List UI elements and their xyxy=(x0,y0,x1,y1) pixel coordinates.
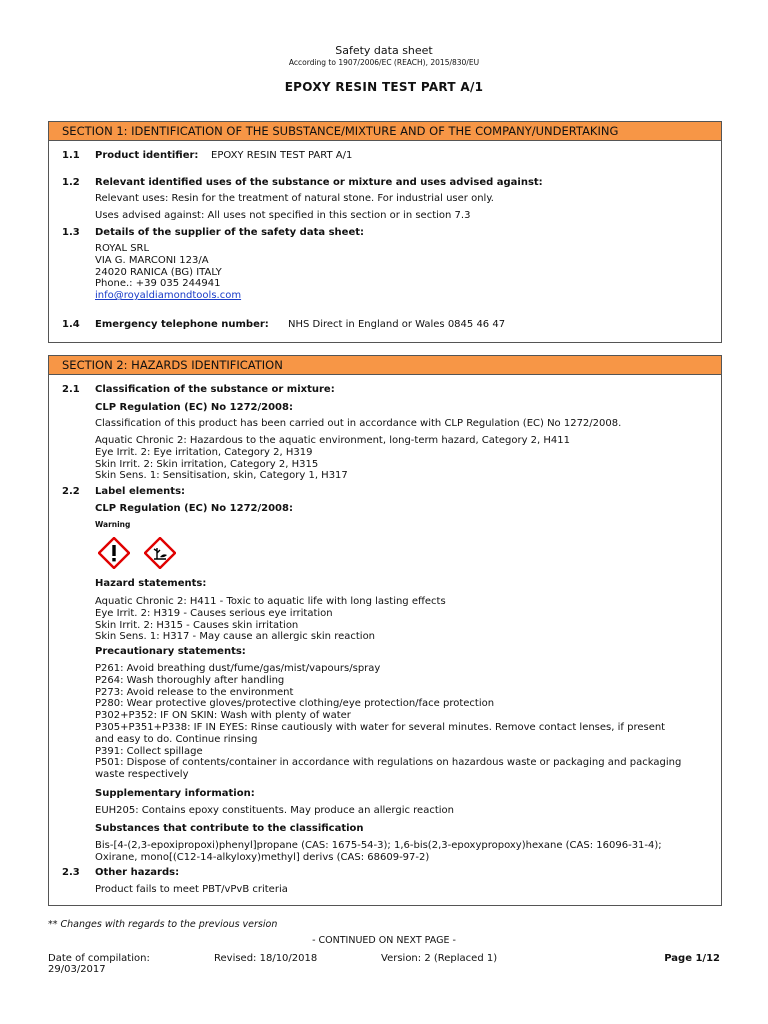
version-info: Version: 2 (Replaced 1) xyxy=(381,953,498,964)
subsection-2-1-number: 2.1 xyxy=(62,384,80,395)
precautionary-statement: P261: Avoid breathing dust/fume/gas/mist/vapours/spray xyxy=(95,663,381,674)
classification-item: Aquatic Chronic 2: Hazardous to the aquatic environment, long-term hazard, Category 2, H411 xyxy=(95,435,570,446)
precautionary-statement: waste respectively xyxy=(95,769,189,781)
precautionary-statement: P501: Dispose of contents/container in accordance with regulations on hazardous waste or packaging and packaging xyxy=(95,757,682,769)
substance-line: Bis-[4-(2,3-epoxipropoxi)phenyl]propane (CAS: 1675-54-3); 1,6-bis(2,3-epoxypropoxy)hexane (CAS: 16096-31-4); xyxy=(95,840,662,851)
precautionary-statements-list xyxy=(95,663,681,781)
hazard-statements-list xyxy=(95,596,446,643)
compilation-date xyxy=(48,953,150,975)
compilation-label: Date of compilation: xyxy=(48,953,150,964)
uses-advised-against-text: Uses advised against: All uses not specified in this section or in section 7.3 xyxy=(95,210,471,221)
hazard-statement: Aquatic Chronic 2: H411 - Toxic to aquatic life with long lasting effects xyxy=(95,596,446,607)
classification-label: Classification of the substance or mixture: xyxy=(95,384,335,395)
precautionary-statement: P280: Wear protective gloves/protective clothing/eye protection/face protection xyxy=(95,698,495,710)
product-title: EPOXY RESIN TEST PART A/1 xyxy=(284,80,484,94)
subsection-1-2-number: 1.2 xyxy=(62,177,80,188)
clp-classification-text: Classification of this product has been carried out in accordance with CLP Regulation (EC) No 1272/2008. xyxy=(95,418,622,429)
signal-word: Warning xyxy=(95,520,131,529)
supplier-phone: Phone.: +39 035 244941 xyxy=(95,278,221,290)
page-number: Page 1/12 xyxy=(664,953,720,964)
supplementary-information-label: Supplementary information: xyxy=(95,788,255,799)
hazard-statements-label: Hazard statements: xyxy=(95,578,207,589)
other-hazards-label: Other hazards: xyxy=(95,867,180,878)
supplier-city: 24020 RANICA (BG) ITALY xyxy=(95,266,222,278)
supplier-address xyxy=(95,243,241,302)
section-2 xyxy=(48,355,722,906)
emergency-phone-label: Emergency telephone number: xyxy=(95,319,269,330)
precautionary-statement: P391: Collect spillage xyxy=(95,745,203,757)
changes-footnote: ** Changes with regards to the previous version xyxy=(48,919,278,930)
subsection-2-3-number: 2.3 xyxy=(62,867,80,878)
precautionary-statement: P302+P352: IF ON SKIN: Wash with plenty of water xyxy=(95,710,351,722)
label-elements-label: Label elements: xyxy=(95,486,186,497)
section-1 xyxy=(48,121,722,343)
supplier-name: ROYAL SRL xyxy=(95,243,150,254)
supplier-details-label: Details of the supplier of the safety data sheet: xyxy=(95,227,365,238)
substances-list xyxy=(95,840,662,864)
substance-line: Oxirane, mono[(C12-14-alkyloxy)methyl] derivs (CAS: 68609-97-2) xyxy=(95,851,430,863)
substances-label: Substances that contribute to the classification xyxy=(95,823,364,834)
classification-item: Skin Irrit. 2: Skin irritation, Category 2, H315 xyxy=(95,458,319,470)
precautionary-statement: P273: Avoid release to the environment xyxy=(95,686,294,698)
relevant-uses-text: Relevant uses: Resin for the treatment of natural stone. For industrial user only. xyxy=(95,193,494,204)
precautionary-statement: P305+P351+P338: IF IN EYES: Rinse cautiously with water for several minutes. Remove contact lenses, if present xyxy=(95,721,666,733)
product-identifier-value: EPOXY RESIN TEST PART A/1 xyxy=(211,150,353,161)
subsection-1-4-number: 1.4 xyxy=(62,319,80,330)
section-1-heading: SECTION 1: IDENTIFICATION OF THE SUBSTANCE/MIXTURE AND OF THE COMPANY/UNDERTAKING xyxy=(49,122,721,141)
precautionary-statement: P264: Wash thoroughly after handling xyxy=(95,674,285,686)
classification-item: Eye Irrit. 2: Eye irritation, Category 2, H319 xyxy=(95,446,313,458)
environment-hazard-icon xyxy=(144,537,176,569)
subsection-1-1-number: 1.1 xyxy=(62,150,80,161)
exclamation-mark-icon xyxy=(98,537,130,569)
subsection-2-2-number: 2.2 xyxy=(62,486,80,497)
continued-notice: - CONTINUED ON NEXT PAGE - xyxy=(312,935,456,946)
classification-item: Skin Sens. 1: Sensitisation, skin, Category 1, H317 xyxy=(95,470,348,482)
hazard-statement: Eye Irrit. 2: H319 - Causes serious eye irritation xyxy=(95,607,333,619)
revised-date: Revised: 18/10/2018 xyxy=(214,953,318,964)
header-regulation: According to 1907/2006/EC (REACH), 2015/830/EU xyxy=(288,58,480,67)
precautionary-statements-label: Precautionary statements: xyxy=(95,646,246,657)
classification-list xyxy=(95,435,570,482)
header-title: Safety data sheet xyxy=(335,44,433,57)
section-2-heading: SECTION 2: HAZARDS IDENTIFICATION xyxy=(49,356,721,375)
emergency-phone-value: NHS Direct in England or Wales 0845 46 47 xyxy=(288,319,506,330)
clp-regulation-label-2: CLP Regulation (EC) No 1272/2008: xyxy=(95,503,293,514)
supplementary-information-text: EUH205: Contains epoxy constituents. May produce an allergic reaction xyxy=(95,805,454,816)
other-hazards-text: Product fails to meet PBT/vPvB criteria xyxy=(95,884,288,895)
hazard-statement: Skin Irrit. 2: H315 - Causes skin irritation xyxy=(95,619,299,631)
supplier-street: VIA G. MARCONI 123/A xyxy=(95,254,209,266)
relevant-uses-label: Relevant identified uses of the substance or mixture and uses advised against: xyxy=(95,177,543,188)
hazard-statement: Skin Sens. 1: H317 - May cause an allergic skin reaction xyxy=(95,631,376,643)
clp-regulation-label: CLP Regulation (EC) No 1272/2008: xyxy=(95,402,293,413)
product-identifier-label: Product identifier: xyxy=(95,150,199,161)
subsection-1-3-number: 1.3 xyxy=(62,227,80,238)
precautionary-statement: and easy to do. Continue rinsing xyxy=(95,733,258,745)
supplier-email-link[interactable]: info@royaldiamondtools.com xyxy=(95,290,242,302)
compilation-value: 29/03/2017 xyxy=(48,964,106,975)
